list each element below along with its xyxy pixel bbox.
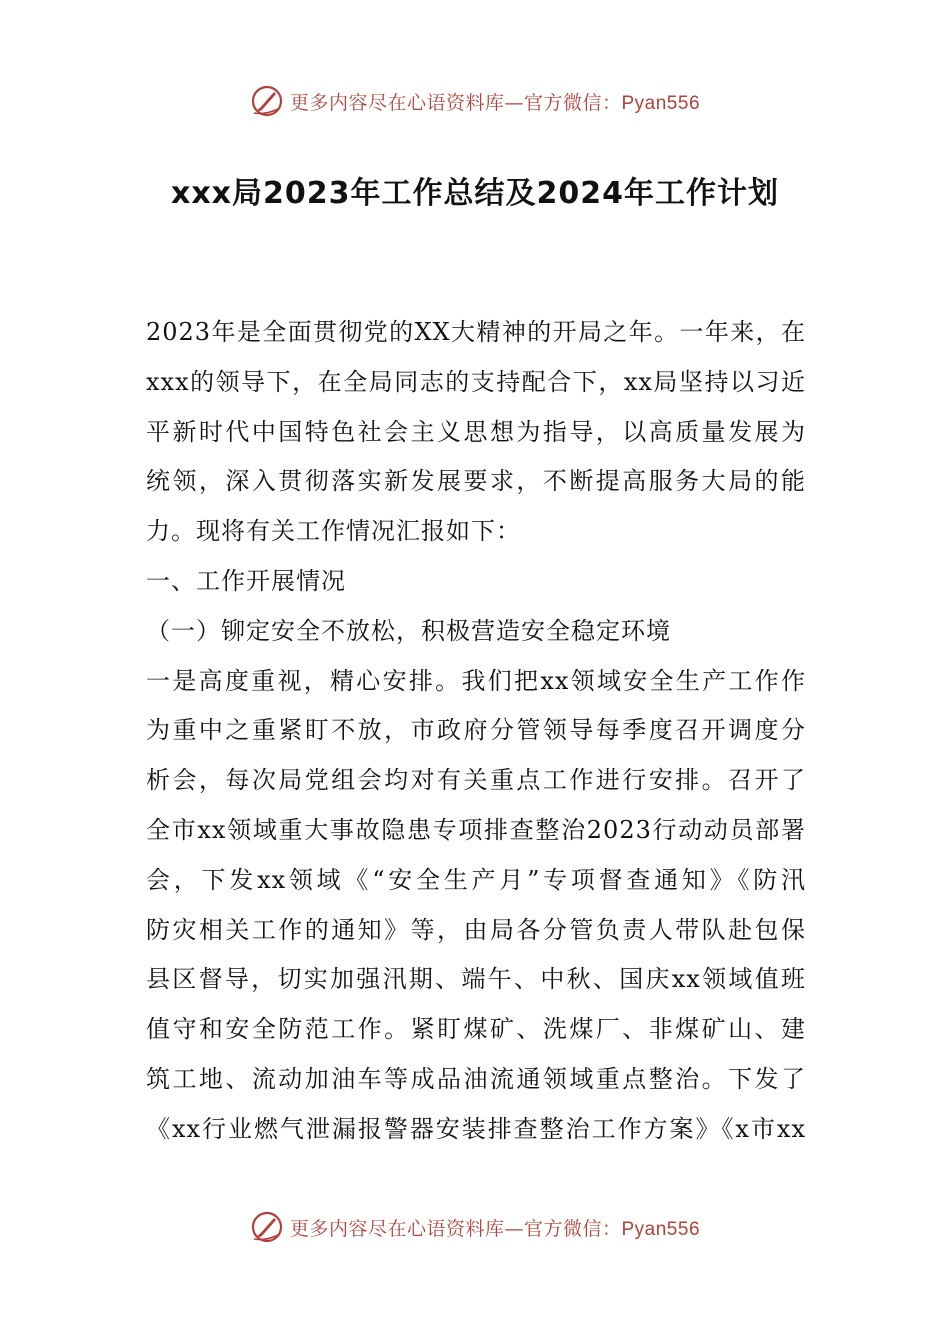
body-line: 为重中之重紧盯不放，市政府分管领导每季度召开调度分 [146, 716, 806, 745]
section-heading: 一、工作开展情况 [146, 566, 346, 595]
body-line: 会，下发xx领域《“安全生产月”专项督查通知》《防汛 [146, 865, 806, 894]
body-line: 《xx行业燃气泄漏报警器安装排查整治工作方案》《x市xx [146, 1114, 806, 1143]
body-line: 全市xx领域重大事故隐患专项排查整治2023行动动员部署 [146, 815, 806, 844]
document-body [146, 308, 806, 1155]
top-watermark-banner [0, 84, 950, 118]
wechat-id: Pyan556 [621, 1218, 701, 1240]
body-line: 筑工地、流动加油车等成品油流通领域重点整治。下发了 [146, 1064, 806, 1093]
wechat-id: Pyan556 [621, 92, 701, 114]
watermark-text: 更多内容尽在心语资料库—官方微信：Pyan556 [289, 91, 701, 114]
body-line: 统领，深入贯彻落实新发展要求，不断提高服务大局的能 [146, 467, 806, 496]
body-line: 一是高度重视，精心安排。我们把xx领域安全生产工作作 [146, 666, 806, 695]
quill-circle-logo-icon [250, 1210, 284, 1244]
body-line: 值守和安全防范工作。紧盯煤矿、洗煤厂、非煤矿山、建 [146, 1015, 806, 1044]
body-line: 防灾相关工作的通知》等，由局各分管负责人带队赴包保 [146, 915, 806, 944]
body-line: 平新时代中国特色社会主义思想为指导，以高质量发展为 [146, 417, 806, 446]
bottom-watermark-banner [0, 1210, 950, 1244]
quill-circle-logo-icon [250, 84, 284, 118]
watermark-text: 更多内容尽在心语资料库—官方微信：Pyan556 [289, 1217, 701, 1240]
body-line: xxx的领导下，在全局同志的支持配合下，xx局坚持以习近 [146, 367, 806, 396]
body-line: 县区督导，切实加强汛期、端午、中秋、国庆xx领域值班 [146, 965, 806, 994]
body-line: 析会，每次局党组会均对有关重点工作进行安排。召开了 [146, 766, 806, 795]
section-heading: （一）铆定安全不放松，积极营造安全稳定环境 [146, 616, 671, 645]
body-line: 2023年是全面贯彻党的XX大精神的开局之年。一年来，在 [146, 318, 806, 346]
body-line: 力。现将有关工作情况汇报如下： [146, 517, 521, 546]
document-title: xxx局2023年工作总结及2024年工作计划 [170, 176, 780, 211]
